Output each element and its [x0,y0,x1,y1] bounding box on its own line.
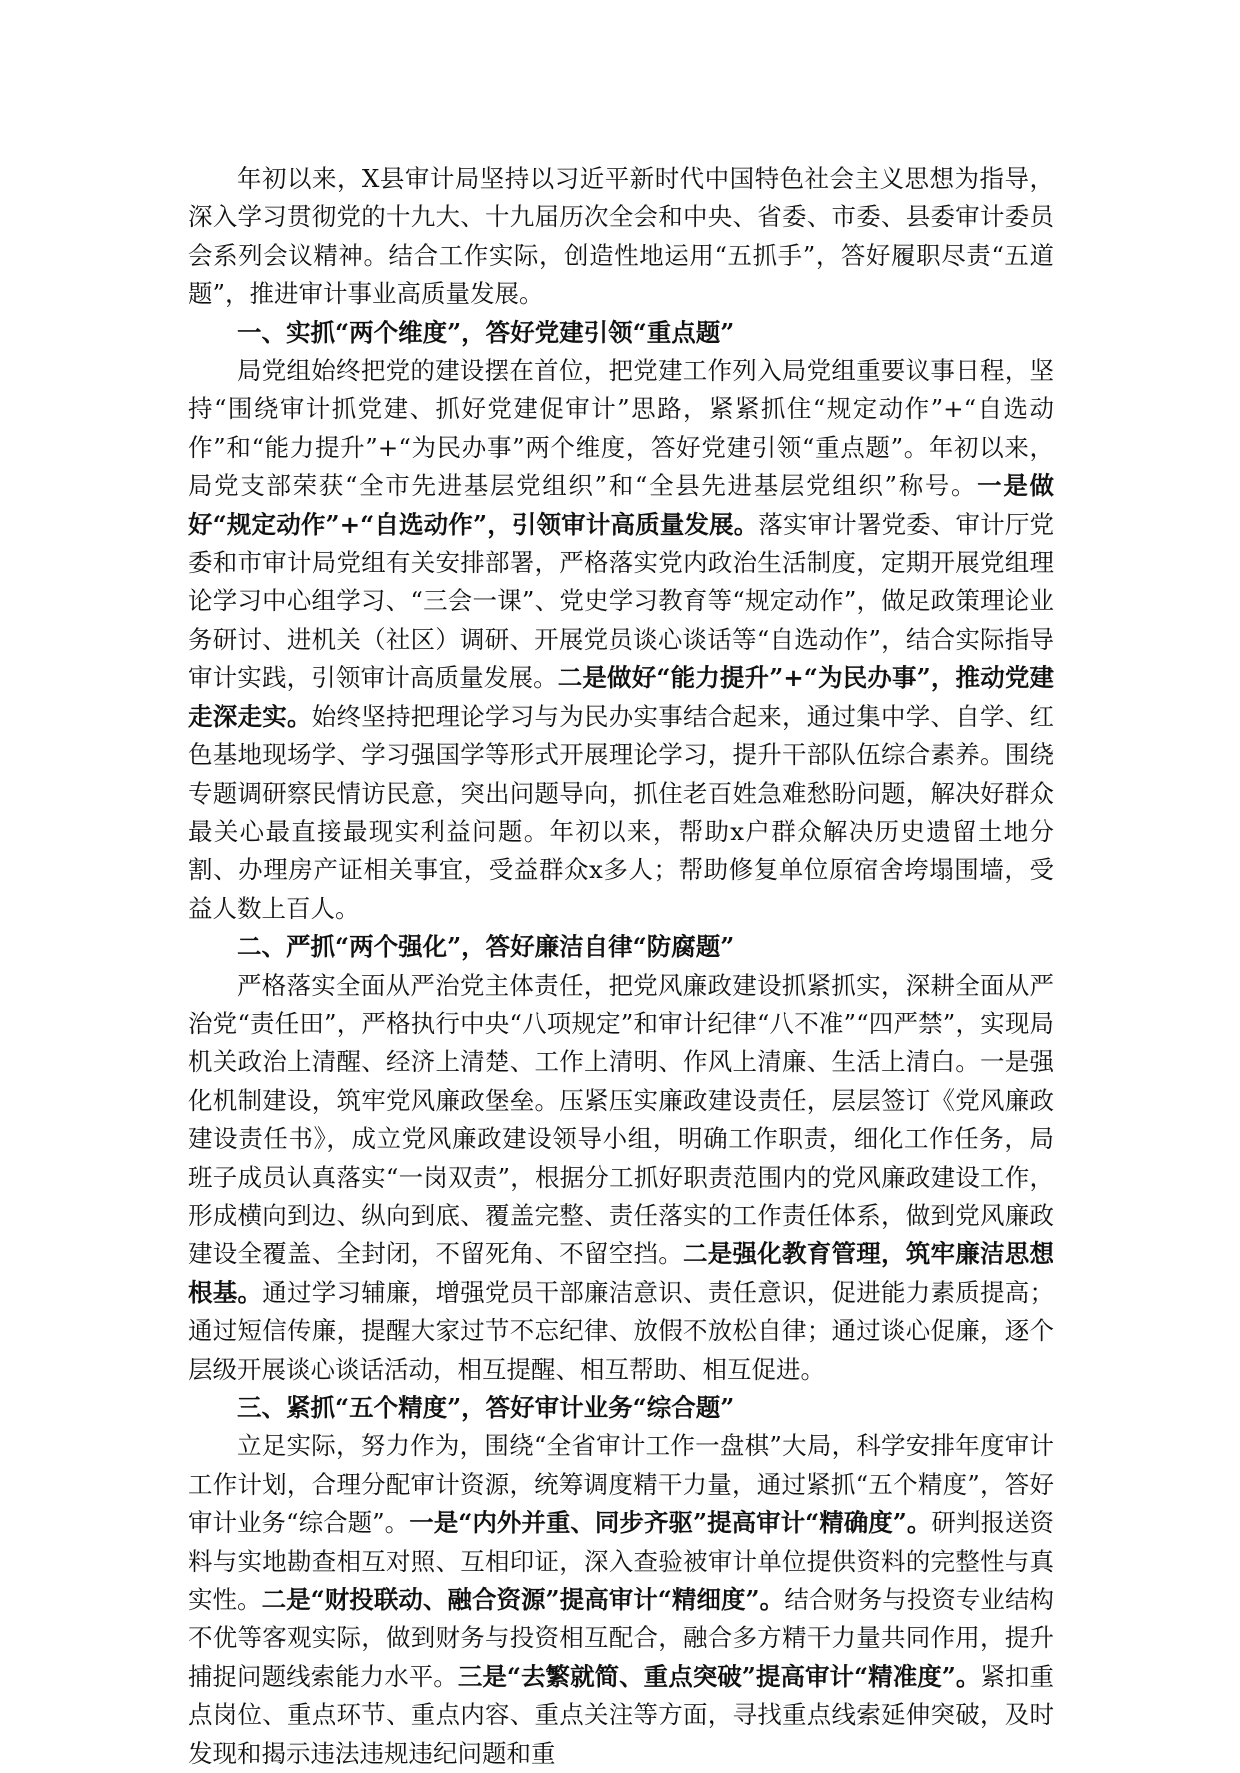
section-3-point-3: 三是“去繁就简、重点突破”提高审计“精准度”。 [457,1661,981,1691]
section-1-point-2: 二是做好“能力提升”+“为民办事”，推动党建走深走实。 [188,663,1054,731]
section-1-paragraph [188,352,1054,928]
section-3-point-2: 二是“财投联动、融合资源”提高审计“精细度”。 [261,1585,785,1615]
section-1-text-2: 落实审计署党委、审计厅党委和市审计局党组有关安排部署，严格落实党内政治生活制度，定期开展党组理论学习中心组学习、“三会一课”、党史学习教育等“规定动作”，做足政策理论业务研讨、进机关（社区）调研、开展党员谈心谈话等“自选动作”，结合实际指导审计实践，引领审计高质量发展。 [188,509,1054,693]
section-2-text-1: 严格落实全面从严治党主体责任，把党风廉政建设抓紧抓实，深耕全面从严治党“责任田”，严格执行中央“八项规定”和审计纪律“八不准”“四严禁”，实现局机关政治上清醒、经济上清楚、工作上清明、作风上清廉、生活上清白。一是强化机制建设，筑牢党风廉政堡垒。压紧压实廉政建设责任，层层签订《党风廉政建设责任书》，成立党风廉政建设领导小组，明确工作职责，细化工作任务，局班子成员认真落实“一岗双责”，根据分工抓好职责范围内的党风廉政建设工作，形成横向到边、纵向到底、覆盖完整、责任落实的工作责任体系，做到党风廉政建设全覆盖、全封闭，不留死角、不留空挡。 [188,970,1054,1269]
section-2-paragraph [188,967,1054,1389]
section-3-text-4: 紧扣重点岗位、重点环节、重点内容、重点关注等方面，寻找重点线索延伸突破，及时发现和揭示违法违规违纪问题和重 [188,1661,1054,1768]
section-3-text-2: 研判报送资料与实地勘查相互对照、互相印证，深入查验被审计单位提供资料的完整性与真实性。 [188,1508,1054,1615]
intro-paragraph: 年初以来，X县审计局坚持以习近平新时代中国特色社会主义思想为指导，深入学习贯彻党的十九大、十九届历次全会和中央、省委、市委、县委审计委员会系列会议精神。结合工作实际，创造性地运用“五抓手”，答好履职尽责“五道题”，推进审计事业高质量发展。 [188,164,1054,309]
section-3-heading: 三、紧抓“五个精度”，答好审计业务“综合题” [237,1393,735,1422]
section-1-heading: 一、实抓“两个维度”，答好党建引领“重点题” [237,317,735,347]
section-1-text-1: 局党组始终把党的建设摆在首位，把党建工作列入局党组重要议事日程，坚持“围绕审计抓党建、抓好党建促审计”思路，紧紧抓住“规定动作”+“自选动作”和“能力提升”+“为民办事”两个维度，答好党建引领“重点题”。年初以来，局党支部荣获“全市先进基层党组织”和“全县先进基层党组织”称号。 [188,356,1054,501]
section-2-heading: 二、严抓“两个强化”，答好廉洁自律“防腐题” [237,932,735,962]
section-3-text-1: 立足实际，努力作为，围绕“全省审计工作一盘棋”大局，科学安排年度审计工作计划，合理分配审计资源，统筹调度精干力量，通过紧抓“五个精度”，答好审计业务“综合题”。 [188,1431,1054,1538]
section-3-point-1: 一是“内外并重、同步齐驱”提高审计“精确度”。 [409,1508,932,1538]
section-1-point-1: 一是做好“规定动作”+“自选动作”，引领审计高质量发展。 [188,471,1054,539]
section-2-point-1: 二是强化教育管理，筑牢廉洁思想根基。 [188,1239,1054,1307]
document-page [188,160,1054,1773]
section-1-text-3: 始终坚持把理论学习与为民办实事结合起来，通过集中学、自学、红色基地现场学、学习强国学等形式开展理论学习，提升干部队伍综合素养。围绕专题调研察民情访民意，突出问题导向，抓住老百姓急难愁盼问题，解决好群众最关心最直接最现实利益问题。年初以来，帮助x户群众解决历史遗留土地分割、办理房产证相关事宜，受益群众x多人；帮助修复单位原宿舍垮塌围墙，受益人数上百人。 [188,701,1054,923]
section-2-text-2: 通过学习辅廉，增强党员干部廉洁意识、责任意识，促进能力素质提高；通过短信传廉，提醒大家过节不忘纪律、放假不放松自律；通过谈心促廉，逐个层级开展谈心谈话活动，相互提醒、相互帮助、相互促进。 [188,1277,1054,1384]
section-3-paragraph [188,1427,1054,1773]
section-3-text-3: 结合财务与投资专业结构不优等客观实际，做到财务与投资相互配合，融合多方精干力量共同作用，提升捕捉问题线索能力水平。 [188,1585,1054,1691]
